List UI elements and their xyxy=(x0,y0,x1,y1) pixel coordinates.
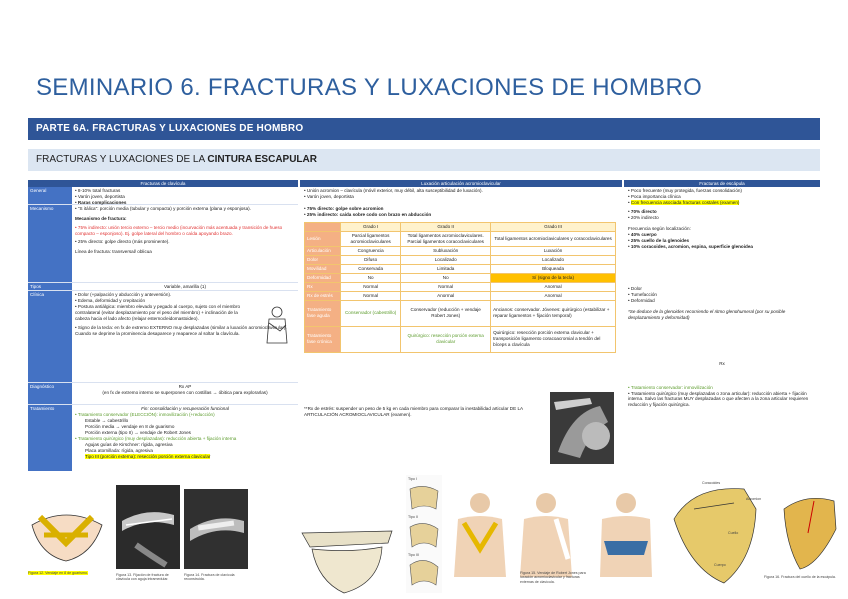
region-label: Acromion xyxy=(746,497,762,501)
line: Mecanismo de fractura: xyxy=(75,215,127,221)
cell: Limitada xyxy=(401,264,491,273)
line: • 70% directo xyxy=(628,209,816,215)
line: • 25% indirecto: caída sobre codo con brazo en abducción xyxy=(304,212,618,218)
section-prefix: FRACTURAS Y LUXACIONES DE LA xyxy=(36,154,208,165)
row-label: Tratamiento fase aguda xyxy=(305,300,341,326)
line: • 20% indirecto xyxy=(628,215,816,221)
cell: Normal xyxy=(341,282,401,291)
line: • Edema, deformidad y crepitación xyxy=(75,298,295,304)
region-label: Cuerpo xyxy=(714,563,726,567)
line: Rx AP xyxy=(178,384,192,389)
line: • Deformidad xyxy=(628,298,816,304)
cell: Sí (signo de la tecla) xyxy=(491,273,616,282)
line: Agujas guías de Kirschner: rígida, agresiva xyxy=(85,441,173,447)
row-label: Clínica xyxy=(28,291,72,382)
rx-stress-note: **Rx de estrés: suspender un peso de 5 kg en cada miembro para comparar la inestabilidad articular DE LA ARTICULACIÓN ACROMIOCLAVICULAR (examen). xyxy=(304,406,523,417)
cell: Quirúrgico: resección porción externa clavicular xyxy=(401,326,491,352)
line: Fin: consolidación y recuperación funcional xyxy=(141,406,229,411)
row-tratamiento xyxy=(28,405,298,471)
line: • Varón joven, deportista xyxy=(304,194,618,200)
line: *Se deduce de la glenoides recorriendo el ritmo glenohumeral (por su posible desplazamiento y deformidad) xyxy=(628,308,786,320)
patient-posture-illustration xyxy=(262,305,292,345)
line: • Dolor xyxy=(628,286,816,292)
fig1-caption-text: Figura 12. Vendaje en 8 de guarismo. xyxy=(28,571,88,575)
cell: Difuso xyxy=(341,255,401,264)
cell: Bloqueada xyxy=(491,264,616,273)
row-label: Rx xyxy=(305,282,341,291)
row-tipos xyxy=(28,283,298,291)
row-general xyxy=(28,187,298,205)
row-label: Tratamiento fase crónica xyxy=(305,326,341,352)
line: Con frecuencia asociada fracturas costales (examen) xyxy=(630,199,740,205)
region-label: Coracoides xyxy=(702,481,721,485)
tipo-label: Tipo II xyxy=(408,515,418,519)
scapula-neck-fracture-diagram xyxy=(778,489,840,573)
ac-bandage-photo-2 xyxy=(516,489,578,581)
line: • 75% indirecto: unión tercio externo – tercio medio (incurvación más acentuada y transición de hueso compacto – esponjoso). Ej. golpe lateral del hombro o caída apoyando brazo. xyxy=(75,225,295,237)
cell: Conservador (reducción + vendaje Robert Jones) xyxy=(401,300,491,326)
line: Variable, amarilla (1) xyxy=(163,284,207,289)
line: • 75% directo: golpe sobre acromion xyxy=(304,206,618,212)
page-title: SEMINARIO 6. FRACTURAS Y LUXACIONES DE HOMBRO xyxy=(36,74,703,101)
line: Tipo III (porción externa): resección porción externa clavicular xyxy=(85,453,211,459)
col-ac-dislocation xyxy=(300,180,622,473)
line: • "S itálica": porción media (tubular y compacta) y porción externa (plana y esponjosa). xyxy=(75,206,295,212)
cell: Normal xyxy=(401,282,491,291)
line: Porción media → vendaje en 8 de guarismo xyxy=(85,423,175,429)
line: • Dolor (+palpación y abducción y anteversión). xyxy=(75,292,295,298)
cell: Localizado xyxy=(491,255,616,264)
row-label: Mecanismo xyxy=(28,205,72,282)
row-label: Lesión xyxy=(305,231,341,246)
cell: Ancianos: conservador. Jóvenes: quirúrgico (estabilizar + reparar ligamentos + fijación temporal) xyxy=(491,300,616,326)
line: • Varón joven, deportista xyxy=(75,194,295,200)
line: • 10% coracoides, acromion, espina, superficie glenoidea xyxy=(628,244,816,250)
part-header-bar: PARTE 6A. FRACTURAS Y LUXACIONES DE HOMBRO xyxy=(28,118,820,140)
tipo-label: Tipo I xyxy=(408,477,417,481)
ac-grades-table xyxy=(304,222,616,353)
fig4-caption-text: Figura 15. Vendaje de Robert Jones para luxación acromioclavicular y fracturas externas de clavícula. xyxy=(520,571,586,584)
line: • Tratamiento conservador: inmovilización xyxy=(628,385,816,391)
cell: Parcial ligamentos acromioclaviculares xyxy=(341,231,401,246)
cell: Localizado xyxy=(401,255,491,264)
row-label: Rx de estrés xyxy=(305,291,341,300)
ac-bandage-photo-1 xyxy=(450,489,510,579)
line: • Tratamiento quirúrgico (muy desplazadas o zona articular): reducción abierta + fijación interna. Salvo las fracturas MUY desplazadas o que afecten a la zona articular requieren reducción y fijación quirúrgica. xyxy=(628,391,816,409)
cell: Quirúrgico: resección porción externa clavicular + transposición ligamento coracoacromial a tendón del bíceps a clavícula xyxy=(491,326,616,352)
scapula-regions-diagram xyxy=(664,479,764,589)
row-label: Articulación xyxy=(305,246,341,255)
figure-8-bandage-illustration xyxy=(22,495,110,567)
line: • Tratamiento conservador (ELECCIÓN): inmovilización (+reducción) xyxy=(75,412,295,418)
line: • Tumefacción xyxy=(628,292,816,298)
cell: Conservador (cabestrillo) xyxy=(341,300,401,326)
cell: Congruencia xyxy=(341,246,401,255)
shoulder-xray-image xyxy=(550,392,614,464)
cell: Total ligamentos acromioclaviculares y coracoclaviculares xyxy=(491,231,616,246)
line: Estable → cabestrillo xyxy=(85,417,129,423)
line: • Raras complicaciones xyxy=(75,200,295,206)
row-label: Deformidad xyxy=(305,273,341,282)
line: • 25% directo: golpe directo (más prominente). xyxy=(75,239,295,245)
col1-header: Fracturas de clavícula xyxy=(28,180,298,187)
row-label: Tipos xyxy=(28,283,72,290)
line: • 8-10% total fracturas xyxy=(75,188,295,194)
line: Placa atornillada: rígida, agresiva xyxy=(85,447,153,453)
cell: Anormal xyxy=(401,291,491,300)
sling-photo xyxy=(594,489,658,579)
clavicle-plate-xray xyxy=(184,489,248,569)
row-mecanismo xyxy=(28,205,298,283)
cell: No xyxy=(341,273,401,282)
fig1-caption xyxy=(28,571,102,575)
region-label: Cuello xyxy=(728,531,739,535)
row-clinica xyxy=(28,291,298,383)
line: • 25% cuello de la glenoides xyxy=(628,238,816,244)
row-label: Movilidad xyxy=(305,264,341,273)
scapula-anatomy-diagram xyxy=(292,523,400,595)
fig3-caption: Figura 14. Fractura de clavícula reconstruida. xyxy=(184,573,235,582)
grade-header: Grado I xyxy=(341,222,401,231)
row-label: General xyxy=(28,187,72,204)
line: Línea de fractura: transversal/ oblicua xyxy=(75,248,152,254)
fig4-caption xyxy=(520,571,590,584)
fig5-caption: Figura 16. Fractura del cuello de la escápula. xyxy=(764,575,836,579)
summary-table xyxy=(28,180,820,473)
line: Rx xyxy=(719,360,725,366)
line: • Tratamiento quirúrgico (muy desplazadas): reducción abierta + fijación interna xyxy=(75,436,295,442)
line: • Poco frecuente (muy protegida, fuerzas consolidación) xyxy=(628,188,816,194)
line: Frecuencia según localización: xyxy=(628,225,691,231)
figures-row xyxy=(20,475,840,595)
cell: Subluxación xyxy=(401,246,491,255)
cell: Anormal xyxy=(491,291,616,300)
line: • Unión acromion – clavícula (móvil exterior, muy débil, alta susceptibilidad de luxación). xyxy=(304,188,618,194)
col2-header: Luxación articulación acromioclavicular xyxy=(300,180,622,187)
line: • Poca importancia clínica xyxy=(628,194,816,200)
tipo-label: Tipo III xyxy=(408,553,419,557)
grade-header: Grado II xyxy=(401,222,491,231)
line: (en fx de extremo interno se superponen con costillas → óbitica para explorarlas) xyxy=(102,389,268,395)
row-label: Tratamiento xyxy=(28,405,72,471)
fig2-caption: Figura 13. Fijación de fractura de clavícula con aguja intramedular. xyxy=(116,573,169,582)
col-scapula-fractures xyxy=(624,180,820,473)
clavicle-pin-xray xyxy=(116,485,180,569)
row-diagnostico xyxy=(28,383,298,405)
section-bold: CINTURA ESCAPULAR xyxy=(207,154,317,165)
cell: No xyxy=(401,273,491,282)
line: • Postura antiálgica: miembro elevado y pegado al cuerpo, sujeto con el miembro contralateral (evitar desplazamiento por el peso del miembro) + inclinación de la cabeza hacia el lado afecto (relajar esternocleidomastoideo). xyxy=(75,304,245,322)
line: Porción externa (tipo II) → vendaje de Robert Jones xyxy=(85,429,191,435)
line: • 40% cuerpo xyxy=(628,232,816,238)
col-clavicle-fractures xyxy=(28,180,298,473)
cell: Conservada xyxy=(341,264,401,273)
col3-header: Fracturas de escápula xyxy=(624,180,820,187)
cell: Anormal xyxy=(491,282,616,291)
row-label: Dolor xyxy=(305,255,341,264)
line: • Signo de la tecla: en fx de extremo EXTERNO muy desplazadas (similar a luxación acromioclavicular). Cuando se deprime la prominencia desaparece y reaparece al soltar la clavícula. xyxy=(75,325,295,337)
cell: Luxación xyxy=(491,246,616,255)
cell: Normal xyxy=(341,291,401,300)
section-header-bar xyxy=(28,149,820,171)
cell xyxy=(341,326,401,352)
ac-dislocation-types-diagram xyxy=(406,475,442,593)
row-label: Diagnóstico xyxy=(28,383,72,404)
cell: Total ligamentos acromioclaviculares. Parcial ligamentos coracoclaviculares xyxy=(401,231,491,246)
grade-header: Grado III xyxy=(491,222,616,231)
